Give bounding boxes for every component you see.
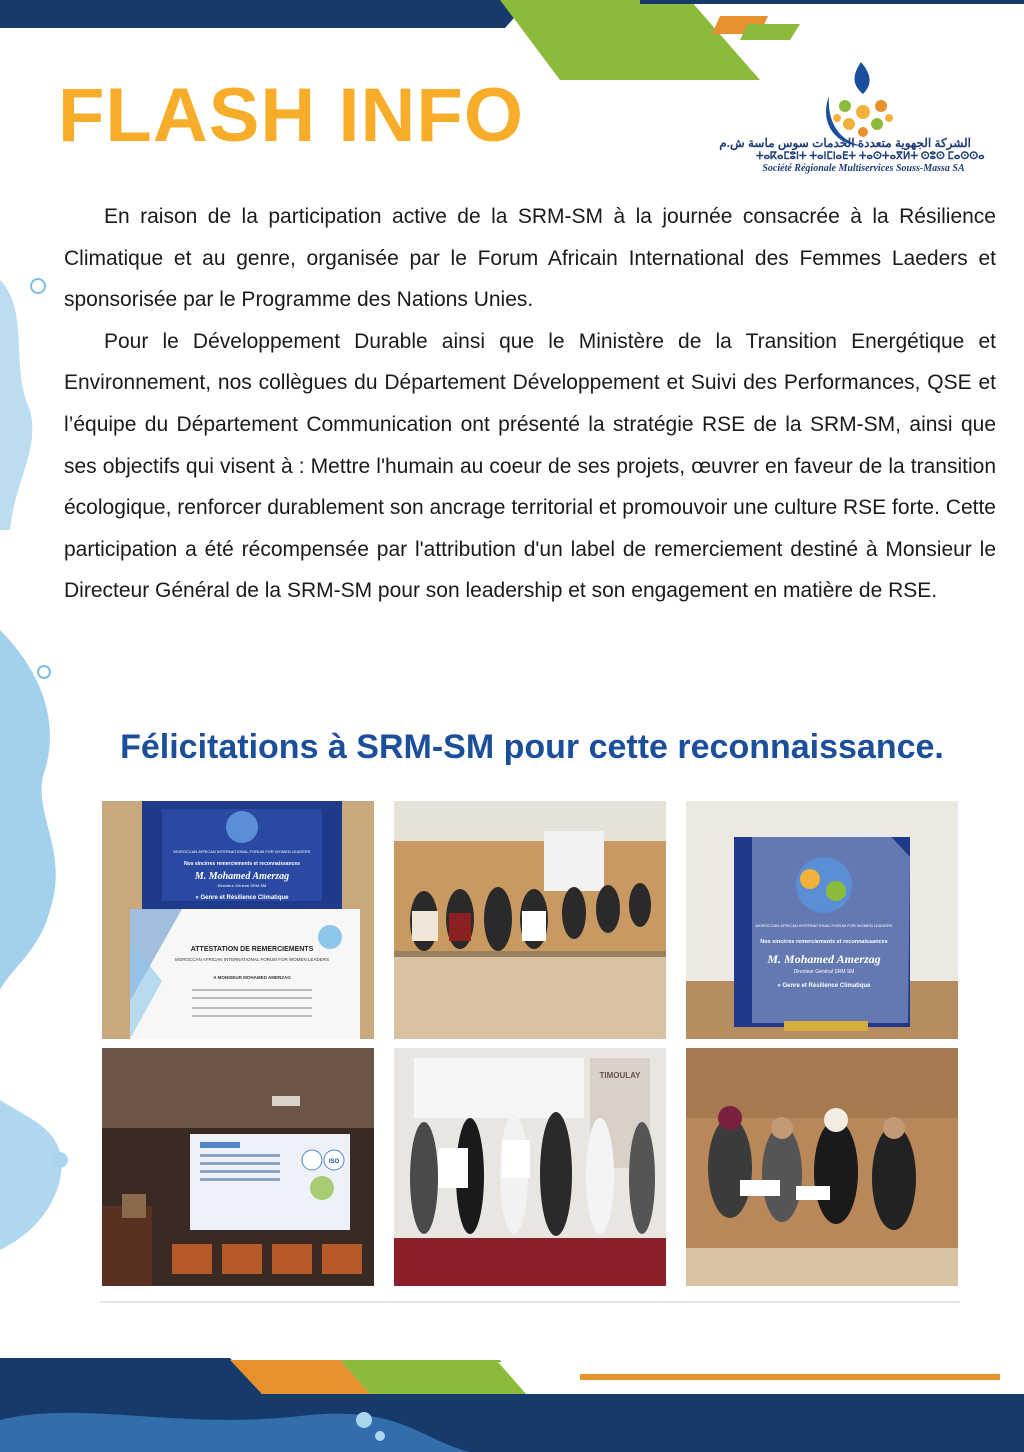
trophy-theme-text: « Genre et Résilience Climatique — [195, 895, 289, 901]
cert-forum-text: MOROCCAN AFRICAN INTERNATIONAL FORUM FOR WOMEN LEADERS — [174, 957, 330, 962]
trophy-closeup-name: M. Mohamed Amerzag — [767, 952, 881, 966]
ceremony-banner-text: TIMOULAY — [599, 1071, 641, 1080]
trophy-forum-text: MOROCCAN AFRICAN INTERNATIONAL FORUM FOR WOMEN LEADERS — [173, 849, 311, 854]
bottom-decorative-band — [0, 1340, 1024, 1452]
trophy-role-text: Directeur Général SRM SM — [217, 883, 267, 888]
photo-grid-separator — [100, 1298, 960, 1308]
logo-french-name: Société Régionale Multiservices Souss-Massa SA — [762, 163, 965, 174]
photo-trophy-closeup — [686, 801, 958, 1039]
trophy-closeup-theme: « Genre et Résilience Climatique — [777, 983, 871, 989]
congratulations-headline: Félicitations à SRM-SM pour cette reconnaissance. — [120, 728, 944, 766]
photo-audience-hall — [394, 801, 666, 1039]
page-title: FLASH INFO — [58, 73, 524, 158]
logo-arabic-name: الشركة الجهوية متعددة الخدمات سوس ماسة ش.م — [719, 136, 971, 150]
logo-tifinagh-name: ⵜⴰⴽⴰⵎⵓⵏⵜ ⵜⴰⵏⵎⵏⴰⴹⵜ ⵜⴰⵙⵜⴰⴳⵍⵜ ⵙⵓⵙ ⵎⴰⵙⵙⴰ — [756, 151, 985, 162]
photo-trophy-certificate — [102, 801, 374, 1039]
trophy-closeup-forum: MOROCCAN AFRICAN INTERNATIONAL FORUM FOR WOMEN LEADERS — [755, 923, 893, 928]
trophy-thanks-text: Nos sincères remerciements et reconnaissances — [184, 861, 300, 867]
paragraph-2: Pour le Développement Durable ainsi que le Ministère de la Transition Energétique et Environnement, nos collègues du Département Développement et Suivi des Performances, QSE et l’équipe du Département Communication ont présenté la stratégie RSE de la SRM-SM, ainsi que ses objectifs qui visent à : Mettre l'humain au coeur de ses projets, œuvrer en faveur de la transition écologique, renforcer durablement son ancrage territorial et promouvoir une culture RSE forte. Cette participation a été récompensée par l'attribution d'un label de remerciement destiné à Monsieur le Directeur Général de la SRM-SM pour son leadership et son engagement en matière de RSE. — [64, 329, 996, 603]
cert-recipient-text: A MONSIEUR MOHAMED AMERZAG — [213, 975, 291, 980]
trophy-closeup-thanks: Nos sincères remerciements et reconnaissances — [760, 939, 888, 945]
photo-presentation-screen — [102, 1048, 374, 1286]
trophy-name-text: M. Mohamed Amerzag — [194, 871, 290, 882]
photo-women-seated — [686, 1048, 958, 1286]
paragraph-1: En raison de la participation active de la SRM-SM à la journée consacrée à la Résilience Climatique et au genre, organisée par le Forum Africain International des Femmes Laeders et sponsorisée par le Programme des Nations Unies. — [64, 205, 996, 312]
trophy-closeup-role: Directeur Général SRM SM — [793, 969, 855, 975]
iso-label: ISO — [328, 1159, 340, 1165]
photo-award-ceremony — [394, 1048, 666, 1286]
cert-title-text: ATTESTATION DE REMERCIEMENTS — [190, 946, 314, 953]
article-body — [64, 196, 996, 612]
